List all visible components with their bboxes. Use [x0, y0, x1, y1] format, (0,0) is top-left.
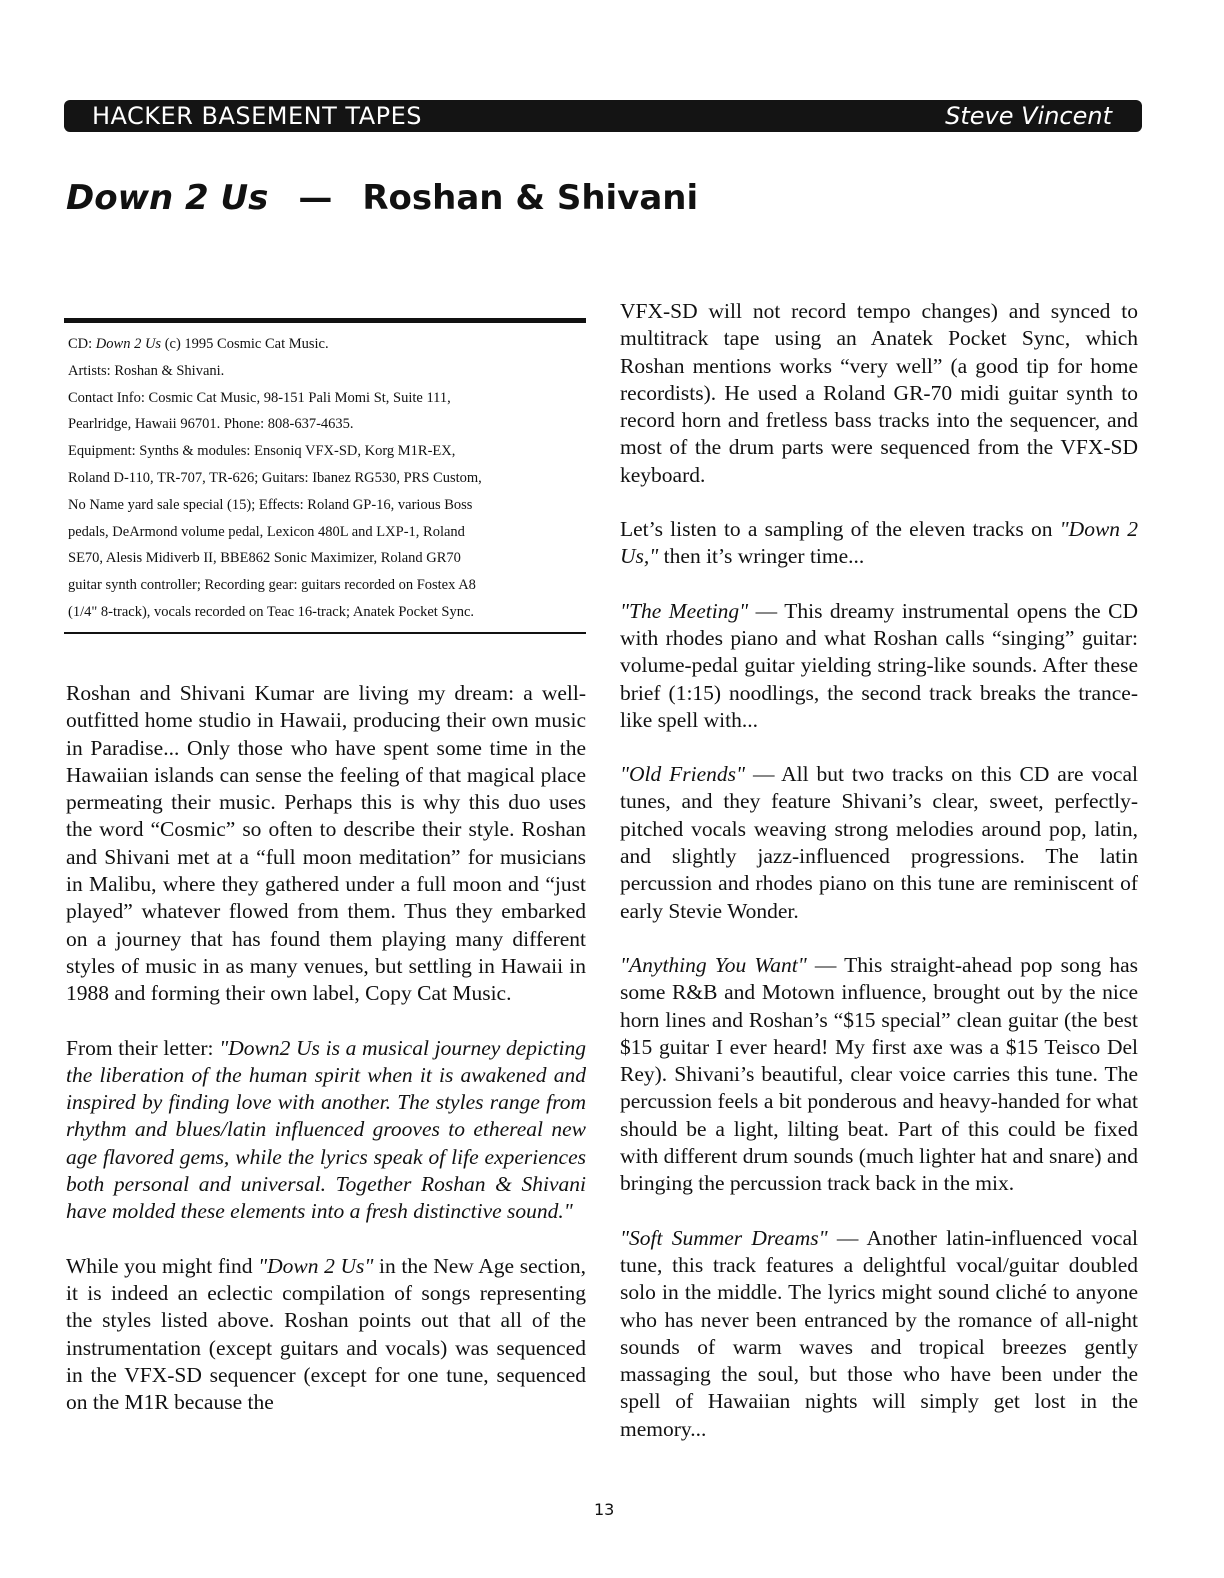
- track-review: [620, 761, 1138, 925]
- left-column: [66, 680, 586, 1443]
- info-line: (1/4" 8-track), vocals recorded on Teac 16-track; Anatek Pocket Sync.: [68, 603, 475, 620]
- article-title: [66, 178, 698, 218]
- cd-info-box: [64, 318, 586, 634]
- track-text: — This straight-ahead pop song has some R&B and Motown influence, brought out by the nice horn lines and Roshan’s “$15 special” clean guitar (the best $15 guitar I ever heard! My first axe was a $15 Teisco Del Rey). Shivani’s beautiful, clear voice carries this tune. The percussion feels a bit ponderous and heavy-handed for what should be a light, lilting beat. Part of this could be fixed with different drum sounds (much lighter hat and snare) and bringing the percussion track back in the mix.: [620, 952, 1139, 1196]
- info-line: Pearlridge, Hawaii 96701. Phone: 808-637-4635.: [68, 416, 354, 433]
- track-text: — Another latin-influenced vocal tune, this track features a delightful vocal/guitar doubled solo in the middle. The lyrics might sound cliché to anyone who has never been entranced by the romance of all-night sounds of warm waves and tropical breezes gently massaging the soul, but those who have been under the spell of Hawaiian nights will simply get lost in the memory...: [620, 1225, 1138, 1441]
- body-paragraph: VFX-SD will not record tempo changes) and synced to multitrack tape using an Anatek Pocket Sync, which Roshan mentions works “very well” (a good tip for home recordists). He used a Roland GR-70 midi guitar synth to record horn and fretless bass tracks into the sequencer, and most of the drum parts were sequenced from the VFX-SD keyboard.: [620, 299, 1138, 487]
- track-review: [620, 598, 1138, 734]
- info-line: Equipment: Synths & modules: Ensoniq VFX-SD, Korg M1R-EX,: [68, 443, 456, 460]
- author-name: Steve Vincent: [945, 102, 1112, 130]
- track-text: — All but two tracks on this CD are vocal tunes, and they feature Shivani’s clear, sweet, perfectly- pitched vocals weaving strong melodies around pop, latin, and slightly jazz-influenced progressions. The latin percussion and rhodes piano on this tune are reminiscent of early Stevie Wonder.: [620, 762, 1138, 923]
- info-cd-label: CD:: [68, 336, 96, 352]
- album-title-ref: "Down 2 Us": [258, 1253, 374, 1278]
- section-banner: [64, 100, 1142, 132]
- text-run: then it’s wringer time...: [658, 544, 865, 569]
- series-title: HACKER BASEMENT TAPES: [92, 102, 422, 130]
- info-line: pedals, DeArmond volume pedal, Lexicon 480L and LXP-1, Roland: [68, 523, 465, 540]
- text-run: While you might find: [66, 1253, 259, 1278]
- track-review: [620, 1225, 1138, 1443]
- body-paragraph: [620, 516, 1138, 571]
- track-review: [620, 952, 1138, 1198]
- cd-title: Down 2 Us: [66, 178, 269, 218]
- quote-lead: From their letter:: [66, 1035, 220, 1060]
- letter-quote-paragraph: [66, 1035, 586, 1226]
- text-run: in the New Age section, it is indeed an eclectic compilation of songs representing the styles listed above. Roshan points out that all of the instrumentation (except guitars and vocals) was sequenced in the VFX-SD sequencer (except for one tune, sequenced on the M1R because the: [66, 1253, 586, 1415]
- info-line: Contact Info: Cosmic Cat Music, 98-151 Pali Momi St, Suite 111,: [68, 389, 451, 406]
- letter-quote: "Down2 Us is a musical journey depicting the liberation of the human spirit when it is awakened and inspired by finding love with another. The styles range from rhythm and blues/latin influenced grooves to ethereal new age flavored gems, while the lyrics speak of life experiences both personal and universal. Together Roshan & Shivani have molded these elements into a fresh distinctive sound.": [66, 1035, 586, 1224]
- artist-name: Roshan & Shivani: [362, 178, 699, 218]
- title-dash: —: [298, 178, 333, 218]
- text-run: Let’s listen to a sampling of the eleven tracks on: [620, 517, 1060, 542]
- info-line-cd: [68, 331, 586, 358]
- info-line: Artists: Roshan & Shivani.: [68, 362, 225, 379]
- info-cd-title: Down 2 Us: [95, 336, 162, 352]
- info-line: guitar synth controller; Recording gear: guitars recorded on Fostex A8: [68, 577, 476, 594]
- album-title-ref: "Down 2 Us,": [620, 517, 1138, 569]
- right-column: [620, 298, 1138, 1470]
- info-line: Roland D-110, TR-707, TR-626; Guitars: Ibanez RG530, PRS Custom,: [68, 469, 482, 486]
- body-paragraph: [66, 1253, 586, 1417]
- info-line: No Name yard sale special (15); Effects: Roland GP-16, various Boss: [68, 496, 473, 513]
- info-line: SE70, Alesis Midiverb II, BBE862 Sonic Maximizer, Roland GR70: [68, 550, 461, 567]
- track-title: "Anything You Want": [620, 952, 807, 977]
- page-number: 13: [594, 1500, 615, 1519]
- body-paragraph: Roshan and Shivani Kumar are living my dream: a well-outfitted home studio in Hawaii, producing their own music in Paradise... Only those who have spent some time in the Hawaiian islands can sense the feeling of that magical place permeating their music. Perhaps this is why this duo uses the word “Cosmic” so often to describe their style. Roshan and Shivani met at a “full moon meditation” for musicians in Malibu, where they gathered under a full moon and “just played” whatever flowed from them. Thus they embarked on a journey that has found them playing many different styles of music in as many venues, but settling in Hawaii in 1988 and forming their own label, Copy Cat Music.: [66, 681, 586, 1006]
- track-title: "Soft Summer Dreams": [620, 1225, 828, 1250]
- info-cd-rest: (c) 1995 Cosmic Cat Music.: [161, 336, 329, 352]
- track-title: "Old Friends": [620, 762, 746, 787]
- track-text: — This dreamy instrumental opens the CD with rhodes piano and what Roshan calls “singing” guitar: volume-pedal guitar yielding string-like sounds. After these brief (1:15) noodlings, the second track breaks the trance-like spell with...: [620, 598, 1139, 732]
- track-title: "The Meeting": [620, 598, 749, 623]
